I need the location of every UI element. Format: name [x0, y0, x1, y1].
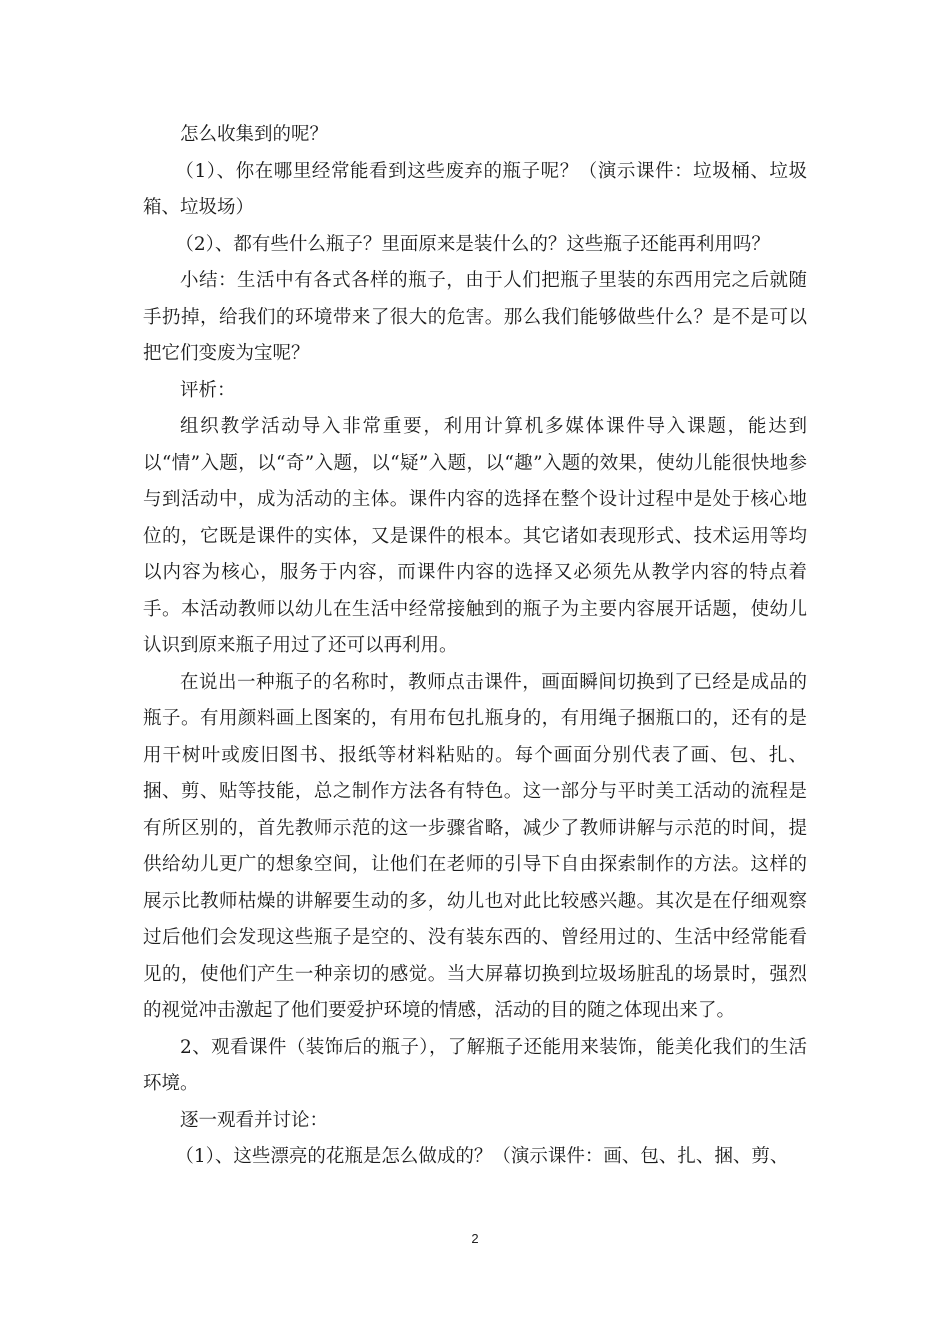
- paragraph-discussion-item-1: （1）、这些漂亮的花瓶是怎么做成的？（演示课件：画、包、扎、捆、剪、: [175, 1146, 789, 1167]
- paragraph-analysis-2: 在说出一种瓶子的名称时，教师点击课件，画面瞬间切换到了已经是成品的瓶子。有用颜料画上图案的，有用布包扎瓶身的，有用绳子捆瓶口的，还有的是用干树叶或废旧图书、报纸等材料粘贴的。每个画面分别代表了画、包、扎、捆、剪、贴等技能，总之制作方法各有特色。这一部分与平时美工活动的流程是有所区别的，首先教师示范的这一步骤省略，减少了教师讲解与示范的时间，提供给幼儿更广的想象空间，让他们在老师的引导下自由探索制作的方法。这样的展示比教师枯燥的讲解要生动的多，幼儿也对此比较感兴趣。其次是在仔细观察过后他们会发现这些瓶子是空的、没有装东西的、曾经用过的、生活中经常能看见的，使他们产生一种亲切的感觉。当大屏幕切换到垃圾场脏乱的场景时，强烈的视觉冲击激起了他们要爱护环境的情感，活动的目的随之体现出来了。: [143, 671, 807, 1021]
- paragraph-summary: 小结：生活中有各式各样的瓶子，由于人们把瓶子里装的东西用完之后就随手扔掉，给我们的环境带来了很大的危害。那么我们能够做些什么？是不是可以把它们变废为宝呢？: [143, 270, 807, 364]
- paragraph-analysis-1: 组织教学活动导入非常重要，利用计算机多媒体课件导入课题，能达到以“情”入题，以“奇”入题，以“疑”入题，以“趣”入题的效果，使幼儿能很快地参与到活动中，成为活动的主体。课件内容的选择在整个设计过程中是处于核心地位的，它既是课件的实体，又是课件的根本。其它诸如表现形式、技术运用等均以内容为核心，服务于内容，而课件内容的选择又必须先从教学内容的特点着手。本活动教师以幼儿在生活中经常接触到的瓶子为主要内容展开话题，使幼儿认识到原来瓶子用过了还可以再利用。: [143, 416, 807, 656]
- paragraph-question: 怎么收集到的呢？: [180, 124, 329, 145]
- paragraph-step-2: 2、观看课件（装饰后的瓶子），了解瓶子还能用来装饰，能美化我们的生活环境。: [143, 1036, 807, 1094]
- paragraph-discussion-heading: 逐一观看并讨论：: [180, 1109, 329, 1131]
- paragraph-item-1: （1）、你在哪里经常能看到这些废弃的瓶子呢？（演示课件：垃圾桶、垃圾箱、垃圾场）: [143, 160, 807, 218]
- paragraph-analysis-heading: 评析：: [180, 379, 236, 401]
- page-number: 2: [471, 1231, 479, 1246]
- paragraph-item-2: （2）、都有些什么瓶子？里面原来是装什么的？这些瓶子还能再利用吗？: [175, 233, 770, 255]
- body-text: [143, 117, 807, 1176]
